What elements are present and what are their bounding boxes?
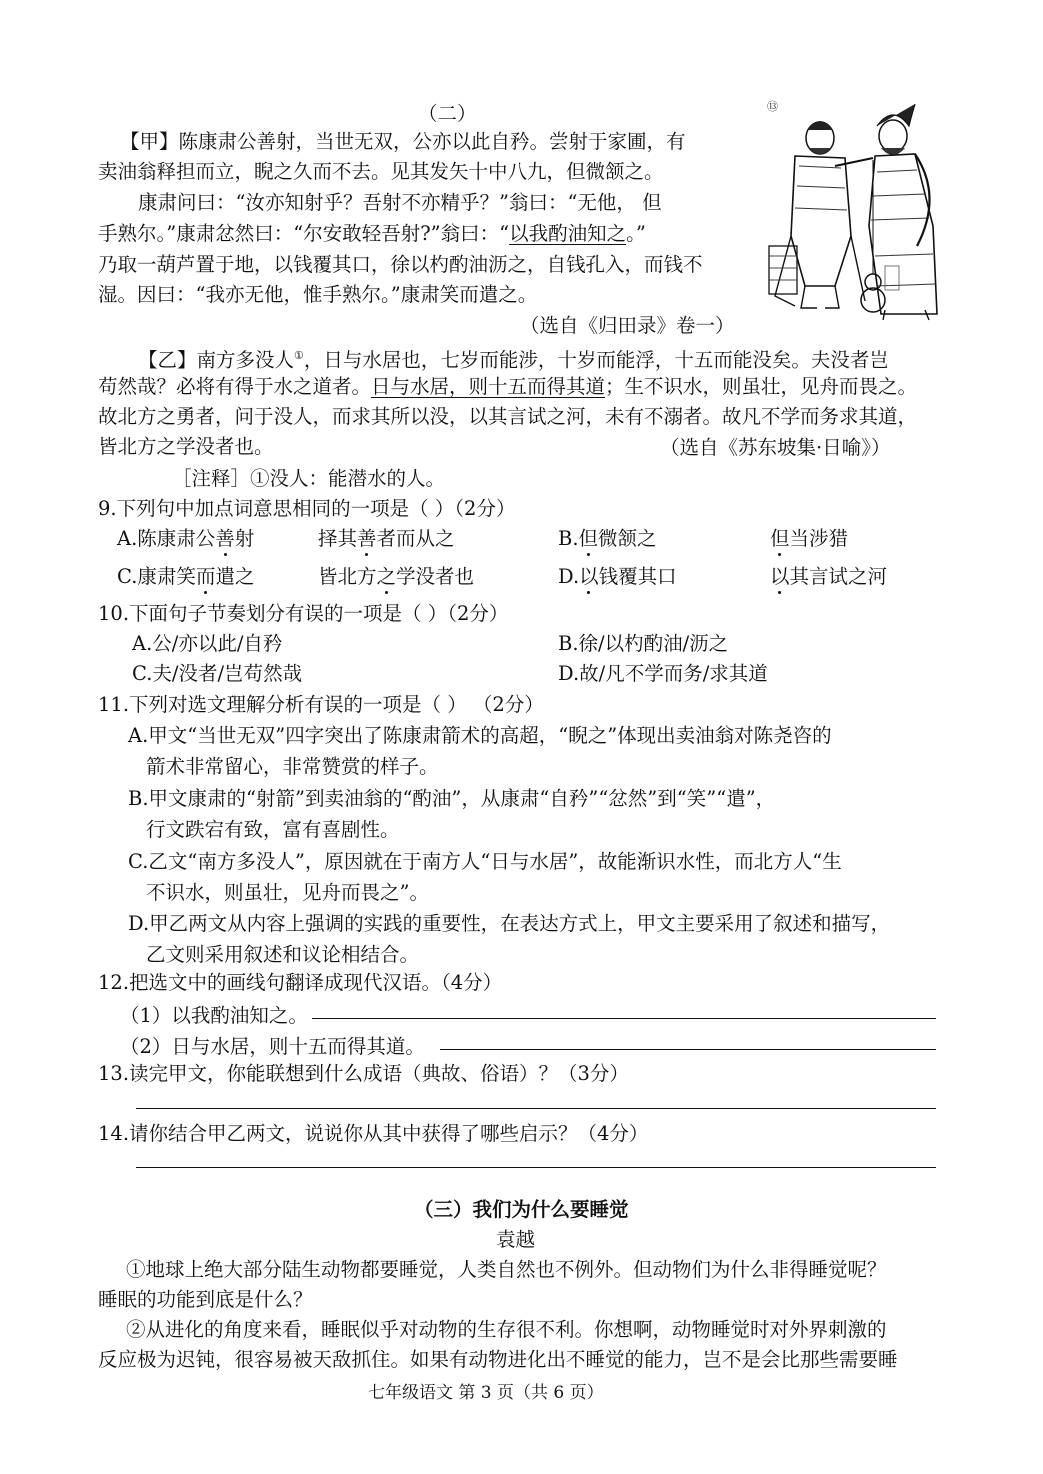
q11-option-c-line-2: 不识水，则虽壮，见舟而畏之”。: [146, 881, 429, 904]
q11-option-d-line-1: D.甲乙两文从内容上强调的实践的重要性，在表达方式上，甲文主要采用了叙述和描写，: [128, 912, 891, 935]
yi-line-1-start: 【乙】南方多没人: [138, 348, 295, 372]
jia-line-4-text: 手熟尔。”康肃忿然曰：“尔安敢轻吾射?”翁曰：“: [98, 222, 510, 245]
underlined-sentence-2: 日与水居，则十五而得其道: [371, 375, 606, 398]
dotted-char: 而: [195, 565, 216, 588]
q9-a1-pre: A.陈康肃公: [117, 527, 216, 550]
q12-sentence-2: （2）日与水居，则十五而得其道。: [120, 1035, 425, 1058]
q9-a2-pre: 择其: [318, 527, 358, 550]
q10-option-a: A.公/亦以此/自矜: [132, 632, 283, 655]
dotted-char: 但: [578, 527, 599, 550]
q9-a2-post: 者而从之: [376, 527, 455, 550]
q12-answer-line-2[interactable]: [440, 1049, 936, 1050]
section-heading: （二）: [418, 102, 477, 125]
dotted-char: 以: [579, 565, 599, 588]
q11-option-b-line-2: 行文跌宕有致，富有喜剧性。: [146, 818, 400, 841]
jia-line-4: [98, 219, 646, 249]
section3-title: （三）我们为什么要睡觉: [414, 1198, 629, 1221]
dotted-char: 以: [770, 565, 790, 588]
jia-line-2: 卖油翁释担而立，睨之久而不去。见其发矢十中八九，但微颔之。: [98, 160, 664, 183]
q14-answer-line[interactable]: [136, 1167, 936, 1168]
paragraph-2-line-1: ②从进化的角度来看，睡眠似乎对动物的生存很不利。你想啊，动物睡觉时对外界刺激的: [126, 1318, 887, 1341]
q9-d2-post: 其言试之河: [789, 565, 888, 588]
jia-source: （选自《归田录》卷一）: [520, 314, 735, 337]
yi-line-1-rest: ，日与水居也，七岁而能涉，十岁而能浮，十五而能没矣。夫没者岂: [303, 348, 889, 372]
footnote-marker: ①: [294, 349, 304, 362]
q9-b1-pre: B.: [558, 527, 579, 550]
illustration-number: ⑬: [767, 100, 778, 113]
section3-author: 袁越: [496, 1228, 536, 1251]
q13-stem: 13.读完甲文，你能联想到什么成语（典故、俗语）？（3分）: [98, 1062, 629, 1085]
q9-d1-post: 钱覆其口: [598, 565, 677, 588]
q10-option-c: C.夫/没者/岂苟然哉: [132, 662, 303, 685]
jia-line-5: 乃取一葫芦置于地，以钱覆其口，徐以杓酌油沥之，自钱孔入，而钱不: [98, 253, 703, 276]
dotted-char: 善: [215, 527, 235, 550]
yi-line-2-rest: ；生不识水，则虽壮，见舟而畏之。: [605, 375, 918, 398]
q9-option-c-2: [318, 561, 474, 589]
q9-b2-post: 当涉猎: [789, 527, 849, 550]
q9-c2-post: 学没者也: [396, 565, 475, 588]
dotted-char: 善: [357, 527, 377, 550]
yi-line-2-start: 苟然哉？必将有得于水之道者。: [98, 375, 372, 398]
illustration: [765, 96, 945, 322]
jia-line-3: 康肃问曰：“汝亦知射乎？吾射不亦精乎？”翁曰：“无他， 但: [138, 191, 662, 214]
jia-line-6: 湿。因曰：“我亦无他，惟手熟尔。”康肃笑而遣之。: [98, 283, 538, 306]
dotted-char: 之: [376, 565, 397, 588]
q9-option-c-1: [117, 561, 254, 589]
jia-line-4-end: 。”: [626, 222, 646, 245]
q14-stem: 14.请你结合甲乙两文，说说你从其中获得了哪些启示？（4分）: [98, 1122, 649, 1145]
jia-line-1: 【甲】陈康肃公善射，当世无双，公亦以此自矜。尝射于家圃，有: [120, 130, 686, 153]
paragraph-2-line-2: 反应极为迟钝，很容易被天敌抓住。如果有动物进化出不睡觉的能力，岂不是会比那些需要睡: [98, 1348, 898, 1371]
paragraph-1-line-1: ①地球上绝大部分陆生动物都要睡觉，人类自然也不例外。但动物们为什么非得睡觉呢？: [126, 1258, 887, 1281]
dotted-char: 但: [770, 527, 790, 550]
page-footer: 七年级语文 第 3 页（共 6 页）: [368, 1383, 604, 1403]
yi-line-1: [138, 341, 889, 376]
q12-answer-line-1[interactable]: [312, 1018, 936, 1019]
yi-line-3: 故北方之勇者，问于没人，而求其所以没，以其言试之河，未有不溺者。故凡不学而务求其道，: [98, 405, 918, 428]
q9-c1-post: 遣之: [215, 565, 255, 588]
q9-option-d-1: [558, 561, 677, 589]
q9-c2-pre: 皆北方: [318, 565, 377, 588]
underlined-sentence-1: 以我酌油知之: [509, 222, 627, 245]
q12-stem: 12.把选文中的画线句翻译成现代汉语。（4分）: [98, 971, 503, 994]
q11-option-a-line-2: 箭术非常留心，非常赞赏的样子。: [146, 755, 439, 778]
q9-option-d-2: [770, 561, 887, 589]
yi-line-4: 皆北方之学没者也。: [98, 435, 274, 458]
q11-stem: 11.下列对选文理解分析有误的一项是（ ） （2分）: [98, 693, 544, 716]
q9-c1-pre: C.康肃笑: [117, 565, 196, 588]
paragraph-1-line-2: 睡眠的功能到底是什么？: [98, 1288, 313, 1311]
q11-option-b-line-1: B.甲文康肃的“射箭”到卖油翁的“酌油”，从康肃“自矜”“忿然”到“笑”“遣”，: [128, 787, 776, 810]
yi-source: （选自《苏东坡集·日喻》）: [660, 436, 891, 459]
q9-stem: 9.下列句中加点词意思相同的一项是（ ）（2分）: [98, 497, 516, 520]
yi-line-2: [98, 372, 917, 402]
q9-option-a-1: [117, 523, 254, 551]
q11-option-a-line-1: A.甲文“当世无双”四字突出了陈康肃箭术的高超，“睨之”体现出卖油翁对陈尧咨的: [128, 724, 832, 747]
oil-seller-illustration: [765, 96, 945, 322]
q12-sentence-1: （1）以我酌油知之。: [120, 1004, 308, 1027]
q10-stem: 10.下面句子节奏划分有误的一项是（ ）（2分）: [98, 602, 509, 625]
q9-option-b-2: [770, 523, 848, 551]
q9-b1-post: 微颔之: [598, 527, 657, 550]
q11-option-c-line-1: C.乙文“南方多没人”，原因就在于南方人“日与水居”，故能渐识水性，而北方人“生: [128, 850, 842, 873]
q9-option-a-2: [318, 523, 455, 551]
q9-a1-post: 射: [234, 527, 255, 550]
q10-option-d: D.故/凡不学而务/求其道: [558, 662, 768, 685]
q11-option-d-line-2: 乙文则采用叙述和议论相结合。: [146, 943, 420, 966]
footnote: ［注释］①没人：能潜水的人。: [172, 467, 446, 490]
q10-option-b: B.徐/以杓酌油/沥之: [558, 632, 729, 655]
q9-option-b-1: [558, 523, 657, 551]
q9-d1-pre: D.: [558, 565, 580, 588]
q13-answer-line[interactable]: [136, 1108, 936, 1109]
